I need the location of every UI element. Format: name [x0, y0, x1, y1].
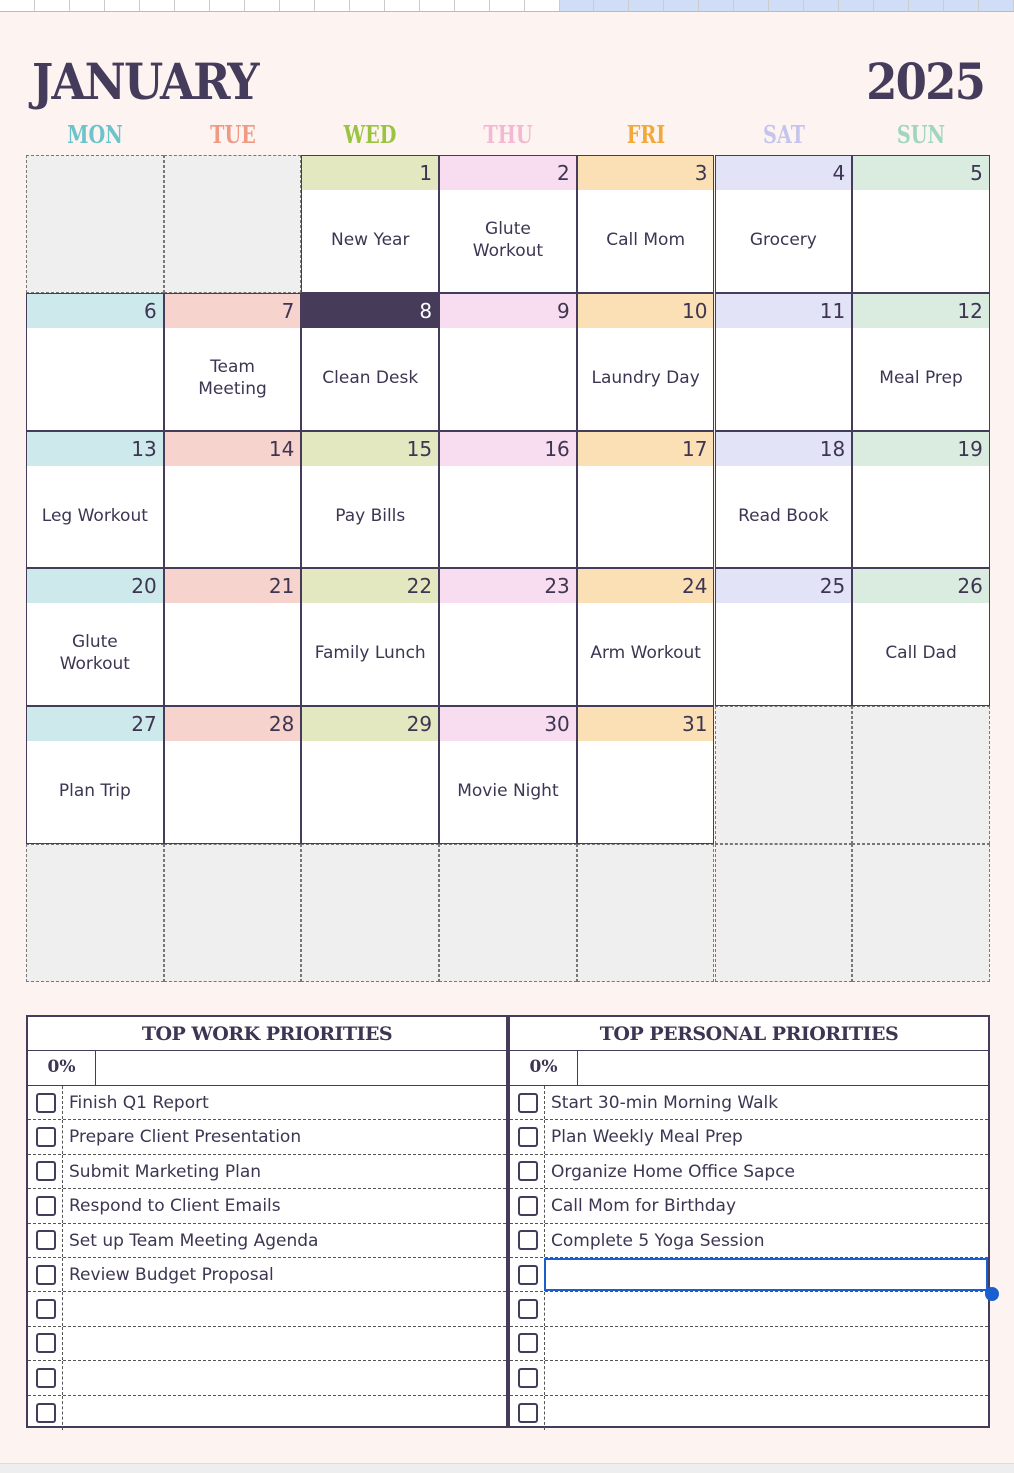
work-task-text[interactable]: Respond to Client Emails: [62, 1189, 506, 1222]
ruler-column[interactable]: [280, 0, 315, 11]
checkbox[interactable]: [36, 1127, 56, 1147]
ruler-column[interactable]: [175, 0, 210, 11]
personal-task-text[interactable]: [544, 1396, 988, 1430]
day-cell-21[interactable]: [164, 568, 302, 706]
empty-day-cell[interactable]: [439, 844, 577, 982]
personal-task-row: [510, 1327, 988, 1361]
checkbox[interactable]: [36, 1368, 56, 1388]
work-progress-bar: [96, 1051, 506, 1085]
personal-task-text[interactable]: Call Mom for Birthday: [544, 1189, 988, 1222]
work-task-text[interactable]: Prepare Client Presentation: [62, 1120, 506, 1153]
day-event[interactable]: Pay Bills: [335, 505, 406, 526]
day-cell-10[interactable]: [577, 293, 715, 431]
personal-task-row: [510, 1189, 988, 1223]
work-task-text[interactable]: [62, 1292, 506, 1325]
work-task-text[interactable]: Review Budget Proposal: [62, 1258, 506, 1291]
work-task-row: [28, 1258, 506, 1292]
ruler-column[interactable]: [734, 0, 769, 11]
day-event[interactable]: [853, 466, 989, 566]
day-event[interactable]: [27, 328, 163, 428]
day-cell-28[interactable]: [164, 706, 302, 844]
weekday-wed: WED: [343, 120, 397, 149]
day-event[interactable]: [165, 741, 301, 841]
personal-task-text[interactable]: [544, 1292, 988, 1325]
month-title: JANUARY: [32, 52, 258, 111]
ruler-column[interactable]: [560, 0, 595, 11]
day-cell-20[interactable]: [26, 568, 164, 706]
personal-progress-bar: [578, 1051, 988, 1085]
work-task-text[interactable]: Submit Marketing Plan: [62, 1155, 506, 1188]
day-cell-16[interactable]: [439, 431, 577, 569]
year-title: 2025: [865, 52, 984, 111]
work-task-row: [28, 1396, 506, 1430]
day-cell-19[interactable]: [852, 431, 990, 569]
day-cell-12[interactable]: [852, 293, 990, 431]
day-event[interactable]: [440, 603, 576, 703]
day-number: 2: [440, 156, 576, 190]
empty-day-cell[interactable]: [577, 844, 715, 982]
day-cell-26[interactable]: [852, 568, 990, 706]
ruler-column[interactable]: [839, 0, 874, 11]
personal-task-text[interactable]: Start 30-min Morning Walk: [544, 1086, 988, 1119]
day-event[interactable]: Read Book: [738, 505, 829, 526]
day-event[interactable]: Glute Workout: [472, 219, 544, 261]
day-event[interactable]: [716, 603, 852, 703]
work-priorities-title: TOP WORK PRIORITIES: [28, 1017, 506, 1051]
work-task-text[interactable]: [62, 1361, 506, 1394]
day-number: 11: [716, 294, 852, 328]
day-number: 18: [716, 432, 852, 466]
day-number: 17: [578, 432, 714, 466]
personal-priorities-title: TOP PERSONAL PRIORITIES: [510, 1017, 988, 1051]
personal-task-text[interactable]: Organize Home Office Sapce: [544, 1155, 988, 1188]
day-number: 25: [716, 569, 852, 603]
empty-day-cell[interactable]: [852, 706, 990, 844]
bottom-scrollbar[interactable]: [0, 1463, 1014, 1473]
ruler-column[interactable]: [210, 0, 245, 11]
work-task-text[interactable]: [62, 1396, 506, 1430]
personal-task-text[interactable]: [544, 1258, 988, 1291]
day-cell-27[interactable]: [26, 706, 164, 844]
day-number: 31: [578, 707, 714, 741]
empty-day-cell[interactable]: [715, 844, 853, 982]
day-event[interactable]: Leg Workout: [41, 505, 148, 526]
day-number: 19: [853, 432, 989, 466]
personal-task-row: [510, 1396, 988, 1430]
ruler-column[interactable]: [35, 0, 70, 11]
day-number: 8: [302, 294, 438, 328]
day-event[interactable]: Meal Prep: [879, 367, 963, 388]
work-task-text[interactable]: Set up Team Meeting Agenda: [62, 1224, 506, 1257]
work-progress-row: [28, 1051, 506, 1086]
day-event[interactable]: [165, 603, 301, 703]
weekday-fri: FRI: [626, 120, 666, 149]
day-event[interactable]: Laundry Day: [591, 367, 700, 388]
ruler-column[interactable]: [315, 0, 350, 11]
day-number: 5: [853, 156, 989, 190]
day-cell-14[interactable]: [164, 431, 302, 569]
day-event[interactable]: Glute Workout: [59, 632, 130, 675]
empty-day-cell[interactable]: [164, 155, 302, 293]
checkbox[interactable]: [518, 1161, 538, 1181]
day-cell-15[interactable]: [301, 431, 439, 569]
day-number: 14: [165, 432, 301, 466]
personal-progress-percent: 0%: [510, 1051, 578, 1085]
ruler-column[interactable]: [0, 0, 35, 11]
selection-resize-handle[interactable]: [985, 1287, 999, 1301]
checkbox[interactable]: [36, 1196, 56, 1216]
checkbox[interactable]: [36, 1230, 56, 1250]
ruler-column[interactable]: [70, 0, 105, 11]
day-cell-4[interactable]: [715, 155, 853, 293]
ruler-column[interactable]: [909, 0, 944, 11]
day-number: 29: [302, 707, 438, 741]
personal-task-row: [510, 1155, 988, 1189]
day-cell-17[interactable]: [577, 431, 715, 569]
checkbox[interactable]: [36, 1161, 56, 1181]
work-task-row: [28, 1155, 506, 1189]
personal-task-text[interactable]: Complete 5 Yoga Session: [544, 1224, 988, 1257]
day-number: 22: [302, 569, 438, 603]
weekday-tue: TUE: [209, 120, 256, 149]
day-cell-22[interactable]: [301, 568, 439, 706]
checkbox[interactable]: [518, 1333, 538, 1353]
day-event[interactable]: Family Lunch: [314, 643, 426, 664]
day-number: 3: [578, 156, 714, 190]
empty-day-cell[interactable]: [715, 706, 853, 844]
checkbox[interactable]: [518, 1230, 538, 1250]
ruler-column[interactable]: [455, 0, 490, 11]
personal-task-row: [510, 1361, 988, 1395]
ruler-column[interactable]: [490, 0, 525, 11]
checkbox[interactable]: [36, 1093, 56, 1113]
checkbox[interactable]: [36, 1333, 56, 1353]
day-number: 26: [853, 569, 989, 603]
personal-task-row: [510, 1086, 988, 1120]
personal-task-text[interactable]: Plan Weekly Meal Prep: [544, 1120, 988, 1153]
day-number: 23: [440, 569, 576, 603]
day-number: 24: [578, 569, 714, 603]
weekday-mon: MON: [67, 120, 123, 149]
ruler-column[interactable]: [629, 0, 664, 11]
day-number: 6: [27, 294, 163, 328]
ruler-column[interactable]: [804, 0, 839, 11]
day-event[interactable]: Plan Trip: [58, 781, 131, 802]
ruler-column[interactable]: [944, 0, 979, 11]
day-cell-3[interactable]: [577, 155, 715, 293]
personal-task-text[interactable]: [544, 1361, 988, 1394]
checkbox[interactable]: [36, 1265, 56, 1285]
checkbox[interactable]: [518, 1093, 538, 1113]
day-event[interactable]: Arm Workout: [590, 643, 701, 664]
day-number: 15: [302, 432, 438, 466]
ruler-column[interactable]: [525, 0, 560, 11]
personal-priorities-panel: [508, 1015, 990, 1428]
ruler-column[interactable]: [594, 0, 629, 11]
empty-day-cell[interactable]: [852, 844, 990, 982]
day-event[interactable]: New Year: [330, 230, 410, 250]
day-cell-9[interactable]: [439, 293, 577, 431]
day-cell-30[interactable]: [439, 706, 577, 844]
day-cell-8[interactable]: [301, 293, 439, 431]
day-number: 13: [27, 432, 163, 466]
day-number: 28: [165, 707, 301, 741]
weekday-thu: THU: [483, 120, 533, 149]
checkbox[interactable]: [36, 1403, 56, 1423]
day-cell-1[interactable]: [301, 155, 439, 293]
day-number: 1: [302, 156, 438, 190]
day-event[interactable]: [853, 190, 989, 290]
day-number: 7: [165, 294, 301, 328]
day-number: 9: [440, 294, 576, 328]
column-ruler: [0, 0, 1014, 12]
day-cell-13[interactable]: [26, 431, 164, 569]
day-cell-7[interactable]: [164, 293, 302, 431]
work-progress-percent: 0%: [28, 1051, 96, 1085]
day-event[interactable]: [578, 466, 714, 566]
ruler-column[interactable]: [874, 0, 909, 11]
ruler-column[interactable]: [350, 0, 385, 11]
day-cell-31[interactable]: [577, 706, 715, 844]
ruler-column[interactable]: [140, 0, 175, 11]
weekday-sun: SUN: [897, 120, 946, 149]
work-task-row: [28, 1120, 506, 1154]
day-event[interactable]: [165, 466, 301, 566]
day-cell-23[interactable]: [439, 568, 577, 706]
day-event[interactable]: Grocery: [749, 230, 817, 250]
day-cell-29[interactable]: [301, 706, 439, 844]
day-event[interactable]: [440, 328, 576, 428]
checkbox[interactable]: [518, 1368, 538, 1388]
day-number: 4: [716, 156, 852, 190]
checkbox[interactable]: [518, 1403, 538, 1423]
day-number: 10: [578, 294, 714, 328]
empty-day-cell[interactable]: [164, 844, 302, 982]
checkbox[interactable]: [518, 1299, 538, 1319]
ruler-column[interactable]: [769, 0, 804, 11]
calendar-grid: [26, 155, 990, 982]
day-cell-24[interactable]: [577, 568, 715, 706]
day-event[interactable]: Clean Desk: [322, 367, 419, 388]
ruler-column[interactable]: [105, 0, 140, 11]
day-event[interactable]: [302, 741, 438, 841]
day-cell-25[interactable]: [715, 568, 853, 706]
checkbox[interactable]: [518, 1196, 538, 1216]
day-cell-2[interactable]: [439, 155, 577, 293]
day-event[interactable]: Movie Night: [457, 781, 559, 802]
day-event[interactable]: [716, 328, 852, 428]
day-cell-6[interactable]: [26, 293, 164, 431]
work-task-row: [28, 1361, 506, 1395]
ruler-column[interactable]: [979, 0, 1014, 11]
work-task-row: [28, 1189, 506, 1223]
checkbox[interactable]: [518, 1127, 538, 1147]
checkbox[interactable]: [518, 1265, 538, 1285]
personal-progress-row: [510, 1051, 988, 1086]
work-task-row: [28, 1327, 506, 1361]
day-event[interactable]: Team Meeting: [198, 356, 267, 399]
ruler-column[interactable]: [664, 0, 699, 11]
day-event[interactable]: Call Mom: [606, 230, 686, 250]
work-task-row: [28, 1086, 506, 1120]
day-number: 16: [440, 432, 576, 466]
work-task-row: [28, 1224, 506, 1258]
work-priorities-panel: [26, 1015, 508, 1428]
day-number: 30: [440, 707, 576, 741]
work-task-text[interactable]: [62, 1327, 506, 1360]
day-number: 21: [165, 569, 301, 603]
ruler-column[interactable]: [420, 0, 455, 11]
day-number: 27: [27, 707, 163, 741]
empty-day-cell[interactable]: [26, 155, 164, 293]
day-number: 20: [27, 569, 163, 603]
personal-task-row: [510, 1224, 988, 1258]
ruler-column[interactable]: [245, 0, 280, 11]
work-task-row: [28, 1292, 506, 1326]
day-cell-18[interactable]: [715, 431, 853, 569]
day-cell-5[interactable]: [852, 155, 990, 293]
ruler-column[interactable]: [385, 0, 420, 11]
day-event[interactable]: [440, 466, 576, 566]
work-task-text[interactable]: Finish Q1 Report: [62, 1086, 506, 1119]
personal-task-row: [510, 1258, 988, 1292]
day-number: 12: [853, 294, 989, 328]
checkbox[interactable]: [36, 1299, 56, 1319]
empty-day-cell[interactable]: [301, 844, 439, 982]
day-event[interactable]: [578, 741, 714, 841]
personal-task-row: [510, 1292, 988, 1326]
personal-task-text[interactable]: [544, 1327, 988, 1360]
personal-task-row: [510, 1120, 988, 1154]
weekday-sat: SAT: [762, 120, 805, 149]
empty-day-cell[interactable]: [26, 844, 164, 982]
ruler-column[interactable]: [699, 0, 734, 11]
day-cell-11[interactable]: [715, 293, 853, 431]
day-event[interactable]: Call Dad: [885, 643, 957, 664]
